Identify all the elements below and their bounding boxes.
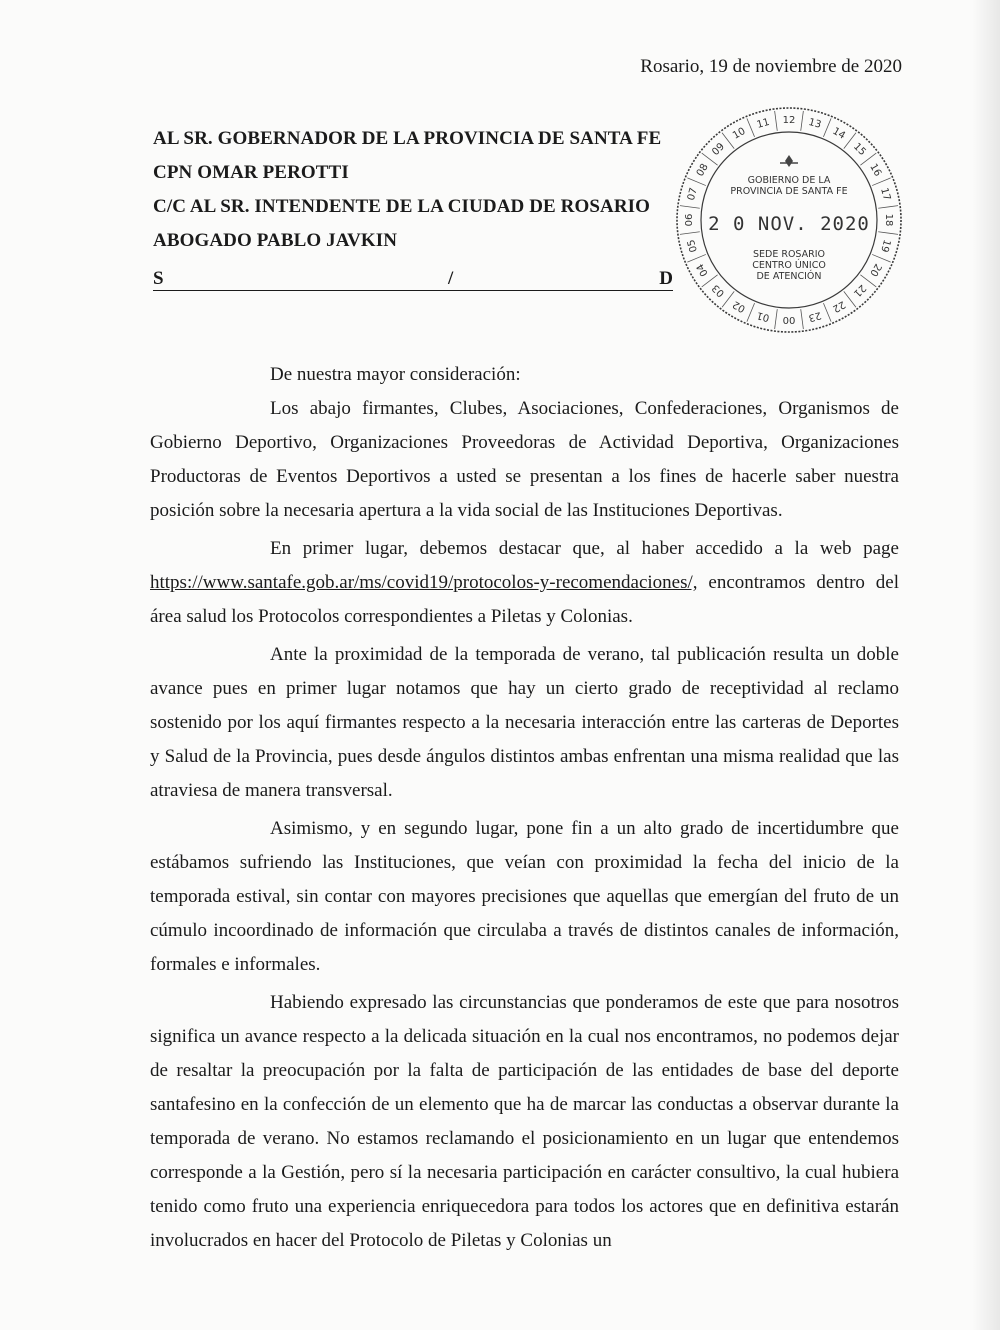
paragraph-1: Los abajo firmantes, Clubes, Asociaciones, Confederaciones, Organismos de Gobierno Deportivo, Organizaciones Proveedoras de Actividad Deportiva, Organizaciones Productoras de Eventos Deportivos a usted se presentan a los fines de hacerle saber nuestra posición sobre la necesaria apertura a la vida social de las Instituciones Deportivas. (150, 398, 899, 521)
stamp-sede-line-3: DE ATENCIÓN (756, 271, 822, 282)
sd-slash: / (448, 268, 454, 289)
stamp-org-line-2: PROVINCIA DE SANTA FE (730, 186, 848, 197)
stamp-sede-line-1: SEDE ROSARIO (752, 249, 826, 260)
paragraph-2 (150, 532, 899, 634)
stamp-hour-08: 08 (694, 161, 711, 179)
sd-s: S (153, 268, 164, 289)
reception-stamp (672, 103, 906, 337)
stamp-hour-06: 06 (684, 213, 695, 227)
letter-body (150, 358, 899, 1258)
stamp-hour-05: 05 (685, 238, 700, 254)
stamp-hour-20: 20 (867, 261, 884, 279)
sd-d: D (659, 268, 673, 289)
paragraph-3: Ante la proximidad de la temporada de verano, tal publicación resulta un doble avance pues en primer lugar notamos que hay un cierto grado de receptividad al reclamo sostenido por los aquí firmantes respecto a la necesaria interacción entre las carteras de Deportes y Salud de la Provincia, pues desde ángulos distintos ambas enfrentan una misma realidad que las atraviesa de manera transversal. (150, 644, 899, 801)
addressee-block (153, 122, 673, 291)
stamp-hour-16: 16 (867, 161, 884, 179)
addressee-line-2: CPN OMAR PEROTTI (153, 162, 349, 183)
stamp-hour-02: 02 (730, 298, 748, 315)
stamp-hour-14: 14 (830, 125, 848, 142)
shield-icon (780, 155, 798, 167)
addressee-line-1: AL SR. GOBERNADOR DE LA PROVINCIA DE SANTA FE (153, 128, 662, 149)
stamp-organization (672, 175, 906, 197)
stamp-tick (801, 309, 804, 329)
stamp-hour-23: 23 (807, 309, 823, 324)
date-line: Rosario, 19 de noviembre de 2020 (640, 56, 902, 77)
stamp-hour-17: 17 (878, 186, 893, 202)
salutation: De nuestra mayor consideración: (270, 364, 521, 385)
stamp-hour-11: 11 (755, 116, 771, 131)
stamp-tick (801, 111, 804, 131)
stamp-hour-13: 13 (807, 116, 823, 131)
stamp-hour-22: 22 (830, 298, 848, 315)
stamp-sede-line-2: CENTRO ÚNICO (752, 260, 826, 271)
stamp-tick (823, 303, 831, 321)
stamp-hour-07: 07 (685, 186, 700, 202)
stamp-hour-01: 01 (755, 309, 771, 324)
stamp-tick (747, 118, 755, 136)
paragraph-5: Habiendo expresado las circunstancias que ponderamos de este que para nosotros significa un avance respecto a la delicada situación en la cual nos encontramos, no podemos dejar de resaltar la preocupación por la falta de participación de las entidades de base del deporte santafesino en la confección de un elemento que ha de marcar las conductas a observar durante la temporada de verano. No estamos reclamando el posicionamiento en un lugar que entendemos corresponde a la Gestión, pero sí la necesaria participación en carácter consultivo, la cual hubiera tenido como fruto una experiencia enriquecedora para todos los actores que en definitiva estarán involucrados en hacer del Protocolo de Piletas y Colonias un (150, 992, 899, 1251)
paragraph-2-outro: encontramos dentro del área salud los Protocolos correspondientes a Piletas y Colonias. (150, 572, 899, 627)
stamp-hour-19: 19 (878, 238, 893, 254)
addressee-line-3: C/C AL SR. INTENDENTE DE LA CIUDAD DE ROSARIO (153, 196, 651, 217)
paragraph-2-intro: En primer lugar, debemos destacar que, al haber accedido a la web page (270, 538, 899, 559)
stamp-org-line-1: GOBIERNO DE LA (747, 175, 831, 186)
stamp-tick (775, 111, 778, 131)
su-despacho-line (153, 260, 673, 291)
stamp-tick (680, 206, 700, 209)
stamp-hour-21: 21 (850, 281, 868, 299)
stamp-hour-04: 04 (694, 261, 711, 279)
stamp-hour-03: 03 (710, 281, 728, 299)
scan-edge-shadow (972, 0, 1000, 1330)
stamp-tick (775, 309, 778, 329)
stamp-hour-15: 15 (850, 141, 868, 159)
stamp-hour-12: 12 (782, 115, 796, 126)
stamp-tick (878, 206, 898, 209)
stamp-hour-18: 18 (883, 213, 894, 227)
stamp-hour-10: 10 (730, 125, 748, 142)
stamp-tick (823, 118, 831, 136)
stamp-date: 2 0 NOV. 2020 (708, 213, 870, 235)
stamp-tick (747, 303, 755, 321)
stamp-hour-09: 09 (710, 141, 728, 159)
protocol-link[interactable]: https://www.santafe.gob.ar/ms/covid19/protocolos-y-recomendaciones/, (150, 572, 698, 593)
paragraph-4: Asimismo, y en segundo lugar, pone fin a un alto grado de incertidumbre que estábamos sufriendo las Instituciones, que veían con proximidad la fecha del inicio de la temporada estival, sin contar con mayores precisiones que aquellas que emergían del fruto de un cúmulo incoordinado de información que circulaba a través de distintos canales de información, formales e informales. (150, 818, 899, 975)
addressee-line-4: ABOGADO PABLO JAVKIN (153, 230, 398, 251)
stamp-hour-00: 00 (782, 314, 796, 325)
stamp-sede (672, 249, 906, 282)
